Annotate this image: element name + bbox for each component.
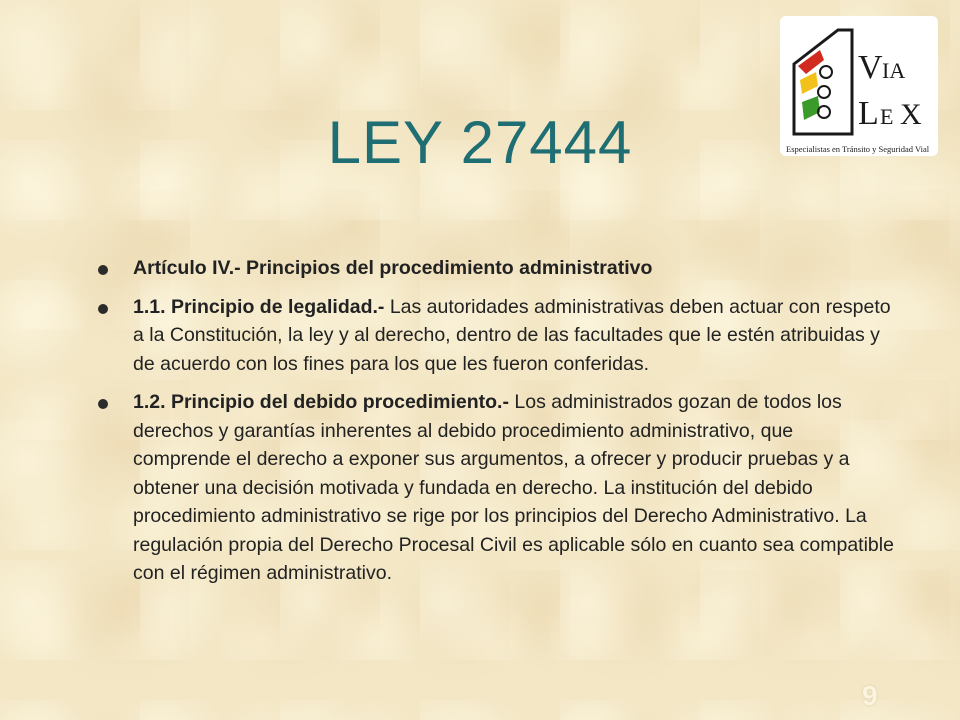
bullet-icon <box>98 304 108 314</box>
logo-caption: Especialistas en Tránsito y Seguridad Vial <box>786 144 930 154</box>
bullet-icon <box>98 265 108 275</box>
item-heading: Artículo IV.- Principios del procedimiento administrativo <box>133 257 653 279</box>
svg-text:E: E <box>880 104 894 129</box>
item-heading: 1.1. Principio de legalidad.- <box>133 295 385 318</box>
list-item <box>96 388 896 588</box>
bullet-icon <box>98 399 108 409</box>
list-item <box>96 254 896 283</box>
bullet-list <box>96 254 896 598</box>
item-body: Los administrados gozan de todos los derechos y garantías inherentes al debido procedimiento administrativo, que comprende el derecho a exponer sus argumentos, a ofrecer y producir pruebas y a obtener una decisión motivada y fundada en derecho. La institución del debido procedimiento administrativo se rige por los principios del Derecho Administrativo. La regulación propia del Derecho Procesal Civil es aplicable sólo en cuanto sea compatible con el régimen administrativo. <box>133 391 894 584</box>
slide-title: LEY 27444 <box>327 109 633 176</box>
svg-text:L: L <box>858 95 879 132</box>
svg-text:IA: IA <box>882 58 906 83</box>
page-number: 9 <box>862 680 878 711</box>
item-heading: 1.2. Principio del debido procedimiento.- <box>133 391 509 413</box>
svg-text:V: V <box>858 49 883 86</box>
svg-text:X: X <box>900 98 922 131</box>
list-item <box>96 293 896 379</box>
item-body: Las autoridades administrativas deben actuar con respeto a la Constitución, la ley y al derecho, dentro de las facultades que le estén atribuidas y de acuerdo con los fines para los que les fueron conferidas. <box>133 295 891 375</box>
